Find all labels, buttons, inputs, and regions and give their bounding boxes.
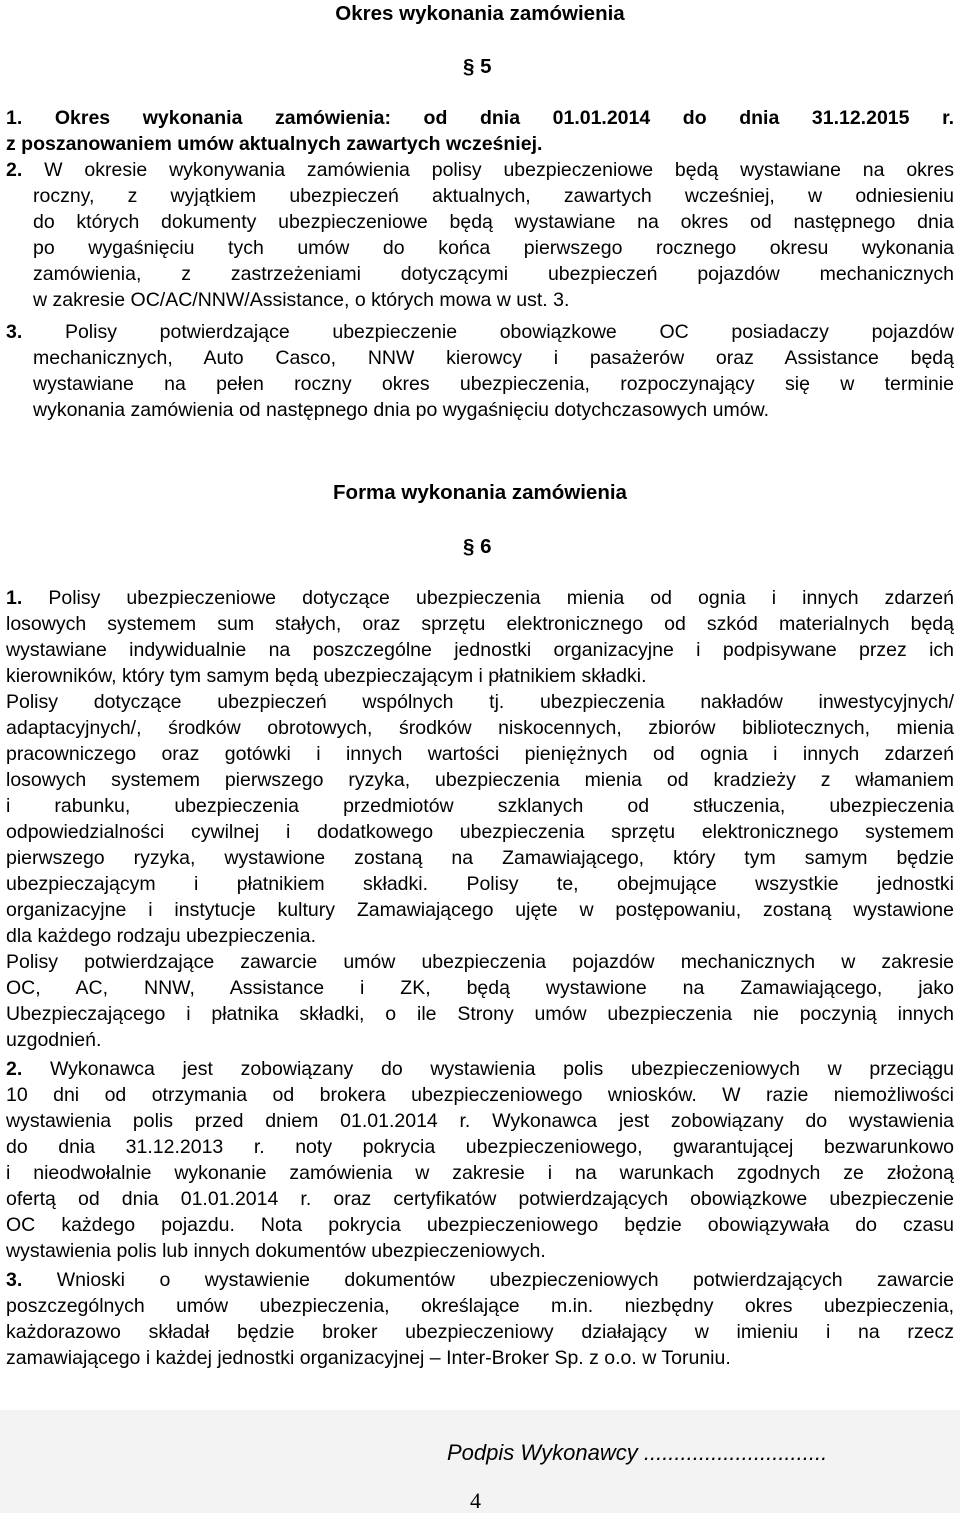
list-item: [6, 105, 954, 131]
text-line: Polisy dotyczące ubezpieczeń wspólnych tj. ubezpieczenia nakładów inwestycyjnych/: [6, 691, 954, 713]
text-line: ofertą od dnia 01.01.2014 r. oraz certyfikatów potwierdzających obowiązkowe ubezpieczenie: [6, 1188, 954, 1210]
item-number: 3.: [6, 1269, 23, 1291]
item-text: Wykonawca jest zobowiązany do wystawienia polis ubezpieczeniowych w przeciągu: [49, 1058, 954, 1080]
item-number: 1.: [6, 107, 23, 129]
text-line: wystawiane na pełen roczny okres ubezpieczenia, rozpoczynający się w terminie: [33, 373, 954, 395]
page-number: 4: [470, 1488, 481, 1513]
text-line: Ubezpieczającego i płatnika składki, o ile Strony umów ubezpieczenia nie poczynią innych: [6, 1003, 954, 1025]
text-line: kierowników, który tym samym będą ubezpieczającym i płatnikiem składki.: [6, 665, 647, 687]
text-line: do których dokumenty ubezpieczeniowe będą wystawiane na okres od następnego dnia: [33, 211, 954, 233]
text-line: OC każdego pojazdu. Nota pokrycia ubezpieczeniowego będzie obowiązywała do czasu: [6, 1214, 954, 1236]
text-line: Polisy potwierdzające zawarcie umów ubezpieczenia pojazdów mechanicznych w zakresie: [6, 951, 954, 973]
item-text: Polisy ubezpieczeniowe dotyczące ubezpieczenia mienia od ognia i innych zdarzeń: [48, 587, 954, 609]
text-line: wystawienia polis lub innych dokumentów ubezpieczeniowych.: [6, 1240, 546, 1262]
list-item: [6, 585, 954, 611]
item-number: 1.: [6, 587, 23, 609]
section-title: Okres wykonania zamówienia: [335, 2, 625, 25]
item-text: W okresie wykonywania zamówienia polisy ubezpieczeniowe będą wystawiane na okres: [44, 159, 955, 181]
text-line: zamawiającego i każdej jednostki organizacyjnej – Inter-Broker Sp. z o.o. w Toruniu.: [6, 1347, 731, 1369]
text-line: i rabunku, ubezpieczenia przedmiotów szklanych od stłuczenia, ubezpieczenia: [6, 795, 954, 817]
text-line: z poszanowaniem umów aktualnych zawartych wcześniej.: [6, 133, 543, 155]
text-line: wystawienia polis przed dniem 01.01.2014 r. Wykonawca jest zobowiązany do wystawienia: [6, 1110, 954, 1132]
text-line: każdorazowo składał będzie broker ubezpieczeniowy działający w imieniu i na rzecz: [6, 1321, 954, 1343]
text-line: pracowniczego oraz gotówki i innych wartości pieniężnych od ognia i innych zdarzeń: [6, 743, 954, 765]
item-number: 3.: [6, 321, 23, 343]
text-line: organizacyjne i instytucje kultury Zamawiającego ujęte w postępowaniu, zostaną wystawione: [6, 899, 954, 921]
text-line: poszczególnych umów ubezpieczenia, określające m.in. niezbędny okres ubezpieczenia,: [6, 1295, 954, 1317]
list-item: [6, 319, 954, 345]
item-number: 2.: [6, 159, 23, 181]
text-line: 10 dni od otrzymania od brokera ubezpieczeniowego wniosków. W razie niemożliwości: [6, 1084, 954, 1106]
list-item: [6, 1056, 954, 1082]
item-text: Wnioski o wystawienie dokumentów ubezpieczeniowych potwierdzających zawarcie: [56, 1269, 955, 1291]
text-line: losowych systemem sum stałych, oraz sprzętu elektronicznego od szkód materialnych będą: [6, 613, 954, 635]
paragraph-number: § 5: [463, 55, 492, 78]
list-item: [6, 1267, 954, 1293]
text-line: OC, AC, NNW, Assistance i ZK, będą wystawione na Zamawiającego, jako: [6, 977, 954, 999]
text-line: wystawiane indywidualnie na poszczególne jednostki organizacyjne i podpisywane przez ich: [6, 639, 954, 661]
item-text: Polisy potwierdzające ubezpieczenie obowiązkowe OC posiadaczy pojazdów: [64, 321, 954, 343]
item-number: 2.: [6, 1058, 23, 1080]
text-line: zamówienia, z zastrzeżeniami dotyczącymi ubezpieczeń pojazdów mechanicznych: [33, 263, 954, 285]
text-line: dla każdego rodzaju ubezpieczenia.: [6, 925, 317, 947]
text-line: wykonania zamówienia od następnego dnia po wygaśnięciu dotychczasowych umów.: [33, 399, 770, 421]
text-line: i nieodwołalnie wykonanie zamówienia w zakresie i na warunkach zgodnych ze złożoną: [6, 1162, 954, 1184]
text-line: do dnia 31.12.2013 r. noty pokrycia ubezpieczeniowego, gwarantującej bezwarunkowo: [6, 1136, 954, 1158]
text-line: adaptacyjnych/, środków obrotowych, środków niskocennych, zbiorów bibliotecznych, mienia: [6, 717, 954, 739]
text-line: ubezpieczającym i płatnikiem składki. Polisy te, obejmujące wszystkie jednostki: [6, 873, 954, 895]
list-item: [6, 157, 954, 183]
text-line: po wygaśnięciu tych umów do końca pierwszego rocznego okresu wykonania: [33, 237, 954, 259]
text-line: uzgodnień.: [6, 1029, 102, 1051]
text-line: losowych systemem pierwszego ryzyka, ubezpieczenia mienia od kradzieży z włamaniem: [6, 769, 954, 791]
text-line: odpowiedzialności cywilnej i dodatkowego ubezpieczenia sprzętu elektronicznego systemem: [6, 821, 954, 843]
text-line: roczny, z wyjątkiem ubezpieczeń aktualnych, zawartych wcześniej, w odniesieniu: [33, 185, 954, 207]
item-text: Okres wykonania zamówienia: od dnia 01.01.2014 do dnia 31.12.2015 r.: [54, 107, 954, 129]
signature-line: Podpis Wykonawcy ..............................: [447, 1440, 828, 1465]
text-line: pierwszego ryzyka, wystawione zostaną na Zamawiającego, który tym samym będzie: [6, 847, 954, 869]
section-title: Forma wykonania zamówienia: [333, 481, 627, 504]
text-line: mechanicznych, Auto Casco, NNW kierowcy i pasażerów oraz Assistance będą: [33, 347, 954, 369]
paragraph-number: § 6: [463, 535, 492, 558]
text-line: w zakresie OC/AC/NNW/Assistance, o których mowa w ust. 3.: [33, 289, 570, 311]
